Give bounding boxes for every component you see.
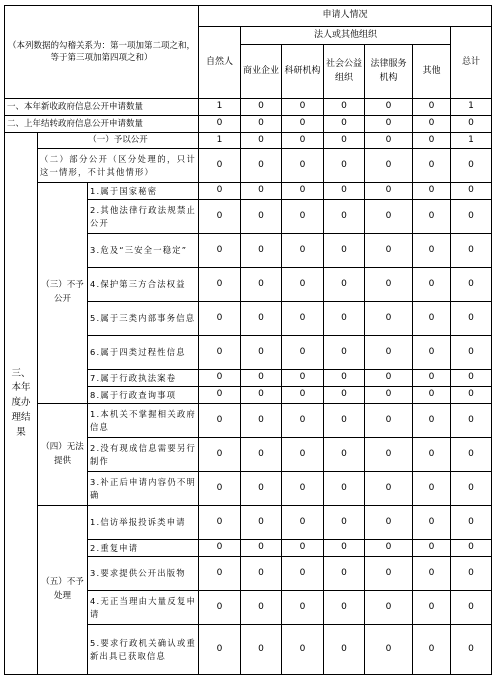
- row-label: 1.信访举报投诉类申请: [88, 506, 199, 540]
- cell-value: 0: [413, 200, 451, 234]
- cell-value: 0: [241, 183, 282, 200]
- cell-value: 0: [282, 183, 324, 200]
- cell-value: 0: [199, 591, 241, 625]
- cell-value: 0: [282, 234, 324, 268]
- row-label: 7.属于行政执法案卷: [88, 370, 199, 387]
- cell-value: 0: [451, 149, 492, 183]
- cell-value: 0: [199, 268, 241, 302]
- cell-value: 0: [365, 387, 413, 404]
- header-other: 其他: [413, 45, 451, 99]
- header-social-welfare-org: 社会公益组织: [324, 45, 365, 99]
- cell-value: 0: [199, 370, 241, 387]
- row-label: 8.属于行政查询事项: [88, 387, 199, 404]
- cell-value: 0: [413, 540, 451, 557]
- cell-value: 0: [199, 472, 241, 506]
- cell-value: 0: [199, 404, 241, 438]
- cell-value: 0: [451, 438, 492, 472]
- cell-value: 0: [413, 336, 451, 370]
- cell-value: 0: [324, 183, 365, 200]
- cell-value: 0: [324, 116, 365, 133]
- row-label: 1.本机关不掌握相关政府信息: [88, 404, 199, 438]
- category-not-processed: （五）不予处理: [38, 506, 88, 675]
- cell-value: 0: [413, 116, 451, 133]
- row-label: 2.没有现成信息需要另行制作: [88, 438, 199, 472]
- cell-value: 0: [199, 625, 241, 675]
- cell-value: 0: [199, 540, 241, 557]
- cell-value: 0: [199, 116, 241, 133]
- header-note: （本列数据的勾稽关系为：第一项加第二项之和，等于第三项加第四项之和）: [5, 6, 199, 99]
- cell-value: 0: [282, 116, 324, 133]
- cell-value: 0: [413, 387, 451, 404]
- cell-value: 0: [241, 506, 282, 540]
- cell-value: 0: [241, 149, 282, 183]
- row-label: 5.要求行政机关确认或重新出具已获取信息: [88, 625, 199, 675]
- cell-value: 0: [241, 268, 282, 302]
- row-label: 6.属于四类过程性信息: [88, 336, 199, 370]
- header-total: 总计: [451, 27, 492, 99]
- cell-value: 0: [324, 370, 365, 387]
- cell-value: 0: [241, 591, 282, 625]
- cell-value: 0: [413, 625, 451, 675]
- cell-value: 0: [324, 302, 365, 336]
- cell-value: 0: [365, 133, 413, 149]
- row-label-disclosed: （一）予以公开: [38, 133, 199, 149]
- cell-value: 0: [282, 268, 324, 302]
- cell-value: 0: [324, 149, 365, 183]
- cell-value: 0: [413, 302, 451, 336]
- cell-value: 0: [413, 149, 451, 183]
- cell-value: 0: [199, 506, 241, 540]
- cell-value: 1: [451, 133, 492, 149]
- cell-value: 0: [282, 591, 324, 625]
- cell-value: 0: [365, 149, 413, 183]
- government-info-disclosure-table-container: [4, 5, 492, 675]
- cell-value: 0: [413, 557, 451, 591]
- section-3-label: 三、本年度办理结果: [5, 133, 38, 675]
- cell-value: 0: [324, 200, 365, 234]
- cell-value: 0: [451, 591, 492, 625]
- cell-value: 0: [451, 506, 492, 540]
- cell-value: 0: [324, 591, 365, 625]
- cell-value: 0: [241, 336, 282, 370]
- cell-value: 0: [241, 200, 282, 234]
- cell-value: 0: [199, 336, 241, 370]
- cell-value: 0: [365, 183, 413, 200]
- cell-value: 0: [451, 200, 492, 234]
- cell-value: 0: [365, 268, 413, 302]
- cell-value: 0: [282, 540, 324, 557]
- cell-value: 0: [324, 404, 365, 438]
- cell-value: 0: [241, 540, 282, 557]
- cell-value: 0: [413, 472, 451, 506]
- cell-value: 0: [324, 557, 365, 591]
- cell-value: 0: [451, 336, 492, 370]
- cell-value: 0: [199, 183, 241, 200]
- row-label: 2.重复申请: [88, 540, 199, 557]
- header-research-institution: 科研机构: [282, 45, 324, 99]
- row-label-new-requests: 一、本年新收政府信息公开申请数量: [5, 99, 199, 116]
- cell-value: 0: [451, 404, 492, 438]
- cell-value: 0: [241, 472, 282, 506]
- row-label: 3.补正后申请内容仍不明确: [88, 472, 199, 506]
- cell-value: 0: [451, 268, 492, 302]
- cell-value: 0: [282, 506, 324, 540]
- cell-value: 0: [199, 200, 241, 234]
- cell-value: 0: [365, 336, 413, 370]
- row-label: 4.保护第三方合法权益: [88, 268, 199, 302]
- cell-value: 0: [282, 149, 324, 183]
- cell-value: 0: [451, 540, 492, 557]
- cell-value: 0: [413, 99, 451, 116]
- government-info-disclosure-table: [4, 5, 492, 675]
- cell-value: 0: [413, 370, 451, 387]
- cell-value: 0: [241, 370, 282, 387]
- row-label: 2.其他法律行政法规禁止公开: [88, 200, 199, 234]
- cell-value: 0: [282, 302, 324, 336]
- cell-value: 0: [413, 268, 451, 302]
- cell-value: 0: [451, 472, 492, 506]
- cell-value: 0: [199, 557, 241, 591]
- cell-value: 0: [282, 472, 324, 506]
- cell-value: 0: [451, 387, 492, 404]
- header-applicant-situation: 申请人情况: [199, 6, 492, 27]
- row-label: 3.要求提供公开出版物: [88, 557, 199, 591]
- header-legal-or-other-org: 法人或其他组织: [241, 27, 451, 45]
- header-commercial-enterprise: 商业企业: [241, 45, 282, 99]
- cell-value: 0: [324, 268, 365, 302]
- category-unable-to-provide: （四）无法提供: [38, 404, 88, 506]
- cell-value: 0: [282, 133, 324, 149]
- cell-value: 0: [324, 387, 365, 404]
- cell-value: 0: [365, 370, 413, 387]
- cell-value: 0: [413, 438, 451, 472]
- row-label: 4.无正当理由大量反复申请: [88, 591, 199, 625]
- cell-value: 0: [241, 302, 282, 336]
- cell-value: 0: [324, 625, 365, 675]
- cell-value: 0: [282, 99, 324, 116]
- cell-value: 0: [199, 387, 241, 404]
- cell-value: 0: [241, 116, 282, 133]
- cell-value: 0: [241, 234, 282, 268]
- cell-value: 0: [324, 472, 365, 506]
- row-label-carried-over: 二、上年结转政府信息公开申请数量: [5, 116, 199, 133]
- cell-value: 0: [451, 370, 492, 387]
- cell-value: 0: [365, 625, 413, 675]
- cell-value: 0: [365, 234, 413, 268]
- row-label-partial: （二）部分公开（区分处理的，只计这一情形，不计其他情形）: [38, 149, 199, 183]
- cell-value: 0: [324, 99, 365, 116]
- cell-value: 0: [451, 557, 492, 591]
- category-not-disclosed: （三）不予公开: [38, 183, 88, 404]
- cell-value: 0: [241, 438, 282, 472]
- row-label: 5.属于三类内部事务信息: [88, 302, 199, 336]
- cell-value: 0: [324, 133, 365, 149]
- cell-value: 0: [451, 234, 492, 268]
- cell-value: 0: [451, 302, 492, 336]
- cell-value: 0: [324, 234, 365, 268]
- cell-value: 0: [324, 506, 365, 540]
- cell-value: 0: [241, 99, 282, 116]
- cell-value: 0: [241, 404, 282, 438]
- cell-value: 0: [241, 133, 282, 149]
- cell-value: 0: [199, 438, 241, 472]
- cell-value: 0: [241, 557, 282, 591]
- cell-value: 0: [365, 302, 413, 336]
- cell-value: 0: [324, 336, 365, 370]
- cell-value: 0: [199, 234, 241, 268]
- cell-value: 0: [199, 302, 241, 336]
- cell-value: 0: [282, 404, 324, 438]
- cell-value: 0: [365, 557, 413, 591]
- cell-value: 0: [241, 387, 282, 404]
- cell-value: 0: [282, 370, 324, 387]
- cell-value: 0: [413, 404, 451, 438]
- cell-value: 0: [365, 200, 413, 234]
- cell-value: 0: [282, 625, 324, 675]
- cell-value: 0: [451, 116, 492, 133]
- cell-value: 0: [365, 99, 413, 116]
- cell-value: 1: [451, 99, 492, 116]
- cell-value: 0: [413, 234, 451, 268]
- cell-value: 0: [413, 591, 451, 625]
- cell-value: 0: [365, 506, 413, 540]
- row-label: 3.危及“三安全一稳定”: [88, 234, 199, 268]
- cell-value: 0: [282, 387, 324, 404]
- cell-value: 0: [241, 625, 282, 675]
- cell-value: 0: [413, 183, 451, 200]
- cell-value: 1: [199, 133, 241, 149]
- cell-value: 0: [282, 557, 324, 591]
- cell-value: 0: [365, 404, 413, 438]
- cell-value: 1: [199, 99, 241, 116]
- header-natural-person: 自然人: [199, 27, 241, 99]
- cell-value: 0: [282, 336, 324, 370]
- cell-value: 0: [413, 133, 451, 149]
- row-label: 1.属于国家秘密: [88, 183, 199, 200]
- cell-value: 0: [365, 116, 413, 133]
- cell-value: 0: [451, 625, 492, 675]
- cell-value: 0: [365, 540, 413, 557]
- cell-value: 0: [365, 472, 413, 506]
- cell-value: 0: [282, 200, 324, 234]
- cell-value: 0: [413, 506, 451, 540]
- header-legal-service-org: 法律服务机构: [365, 45, 413, 99]
- cell-value: 0: [451, 183, 492, 200]
- cell-value: 0: [365, 591, 413, 625]
- cell-value: 0: [324, 540, 365, 557]
- cell-value: 0: [199, 149, 241, 183]
- cell-value: 0: [365, 438, 413, 472]
- cell-value: 0: [282, 438, 324, 472]
- cell-value: 0: [324, 438, 365, 472]
